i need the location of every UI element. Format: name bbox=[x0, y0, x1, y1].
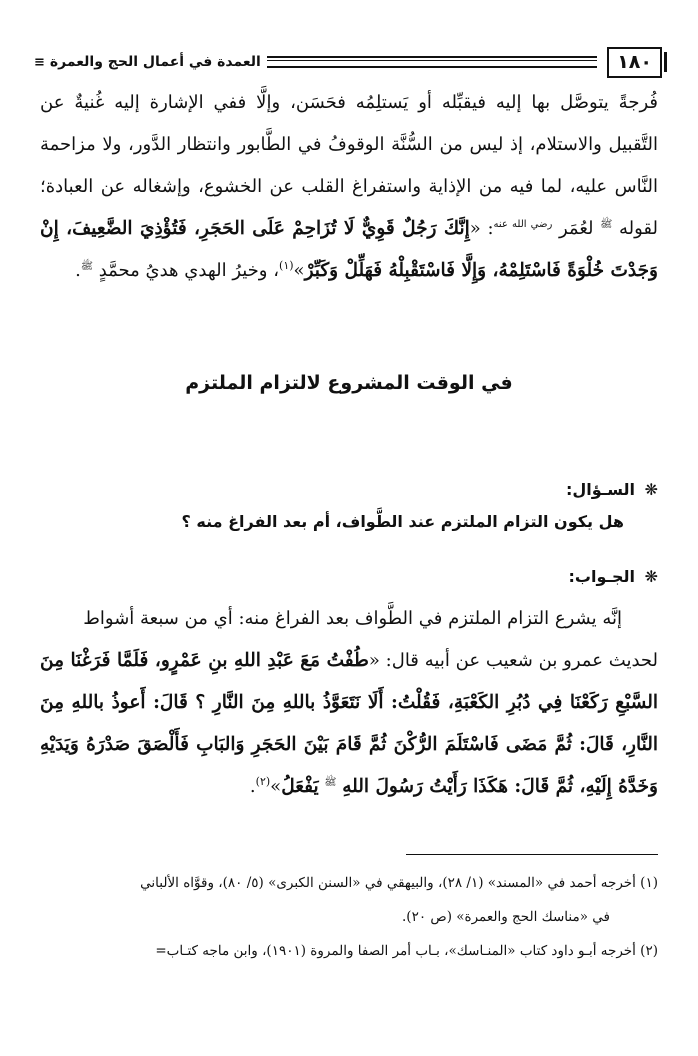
footnote-reference[interactable]: (٢) bbox=[255, 775, 271, 788]
prophet-honorific-icon: ﷺ bbox=[324, 777, 337, 788]
question-text: هل يكون التزام الملتزم عند الطَّواف، أم بعد الفراغ منه ؟ bbox=[181, 512, 624, 531]
header-rule bbox=[267, 56, 597, 68]
intro-line: والاستلام، إذ ليس من السُّنَّة الوقوفُ في الطَّابور وانتظار الدَّور، ولا مزاحمة النَّاس bbox=[40, 134, 658, 197]
hadith-quote: طُفْتُ مَعَ عَبْدِ اللهِ بنِ عَمْرٍو، فَلَمَّا فَرَغْنَا مِنَ السَّبْعِ رَكَعْنَا فِي دُبُرِ الكَعْبَةِ، فَقُلْتُ: أَلَا نَتَعَوَّذُ باللهِ مِنَ النَّارِ ؟ قَالَ: أَعوذُ باللهِ مِنَ النَّارِ، قَالَ: ثُمَّ مَضَى فَاسْتَلَمَ الرُّكْنَ ثُمَّ قَامَ بَيْنَ الحَجَرِ وَالبَابِ فَأَلْصَقَ صَدْرَهُ وَيَدَيْهِ وَخَدَّهُ إِلَيْهِ، ثُمَّ قَالَ: هَكَذَا رَأَيْتُ رَسُولَ اللهِ bbox=[40, 650, 658, 797]
hadith-quote: إِنَّكَ رَجُلٌ قَوِيٌّ لَا تُزَاحِمْ عَلَى الحَجَرِ، فَتُؤْذِيَ الضَّعِيفَ، إِنْ وَجَدْتَ خُلْوَةً فَاسْتَلِمْهُ، وَإِلَّا فَاسْتَقْبِلْهُ فَهَلِّلْ وَكَبِّرْ bbox=[40, 218, 658, 281]
quote-open: : « bbox=[469, 218, 494, 239]
sentence-end: . bbox=[249, 776, 256, 797]
closing-text: ، وخيرُ الهدي هديُ محمَّدٍ bbox=[98, 260, 280, 281]
header-ornament-icon: ≡ bbox=[34, 54, 44, 70]
answer-intro: إنَّه يشرع التزام الملتزم في الطَّواف بعد الفراغ منه: أي من سبعة أشواط bbox=[83, 608, 622, 629]
intro-line: عليه، لما فيه من الإذاية واستفراغ القلب عن الخشوع، وإشغاله عن العبادة؛ لقوله bbox=[40, 176, 659, 239]
answer-paragraph bbox=[40, 598, 658, 808]
footnote-number: (٢) bbox=[640, 943, 658, 959]
running-header bbox=[34, 44, 662, 80]
footnote-reference[interactable]: (١) bbox=[279, 259, 294, 272]
question-label-text: السـؤال: bbox=[565, 480, 636, 499]
prophet-honorific-icon: ﷺ bbox=[80, 261, 93, 272]
page-number: ١٨٠ bbox=[607, 47, 662, 78]
answer-label bbox=[569, 567, 658, 586]
intro-line: فُرجةً يتوصَّل بها إليه فيقبِّله أو يَستلِمُه فحَسَن، وإلَّا ففي الإشارة إليه غُنيةٌ عن التَّقبيل bbox=[40, 92, 658, 155]
intro-text: لعُمَر bbox=[559, 218, 594, 239]
footnote-item bbox=[40, 934, 658, 968]
intro-paragraph bbox=[40, 82, 658, 292]
quote-close: » bbox=[293, 260, 305, 281]
footnotes bbox=[40, 866, 658, 968]
section-heading: في الوقت المشروع لالتزام الملتزم bbox=[185, 372, 513, 394]
star-icon: ❋ bbox=[644, 480, 658, 499]
hadith-end: يَفْعَلُ bbox=[281, 776, 319, 797]
book-title: العمدة في أعمال الحج والعمرة bbox=[49, 54, 261, 70]
quote-close: » bbox=[270, 776, 282, 797]
footnote-text: أخرجه أحمد في «المسند» (١/ ٢٨)، والبيهقي في «السنن الكبرى» (٥/ ٨٠)، وقوَّاه الألباني bbox=[140, 875, 636, 891]
footnote-continuation: في «مناسك الحج والعمرة» (ص ٢٠). bbox=[402, 909, 610, 925]
sentence-end: . bbox=[75, 260, 81, 281]
hadith-intro: لحديث عمرو بن شعيب عن أبيه قال: « bbox=[368, 650, 659, 671]
footnote-item bbox=[40, 866, 658, 934]
answer-label-text: الجـواب: bbox=[568, 567, 636, 586]
question-label bbox=[566, 480, 658, 499]
footnote-number: (١) bbox=[640, 875, 658, 891]
prophet-honorific-icon: ﷺ bbox=[600, 219, 613, 230]
companion-honorific-icon: رضي الله عنه bbox=[493, 219, 553, 230]
star-icon: ❋ bbox=[644, 567, 658, 586]
footnote-divider bbox=[406, 854, 658, 855]
footnote-text: أخرجه أبـو داود كتاب «المنـاسك»، بـاب أمر الصفا والمروة (١٩٠١)، وابن ماجه كتـاب= bbox=[155, 943, 636, 959]
